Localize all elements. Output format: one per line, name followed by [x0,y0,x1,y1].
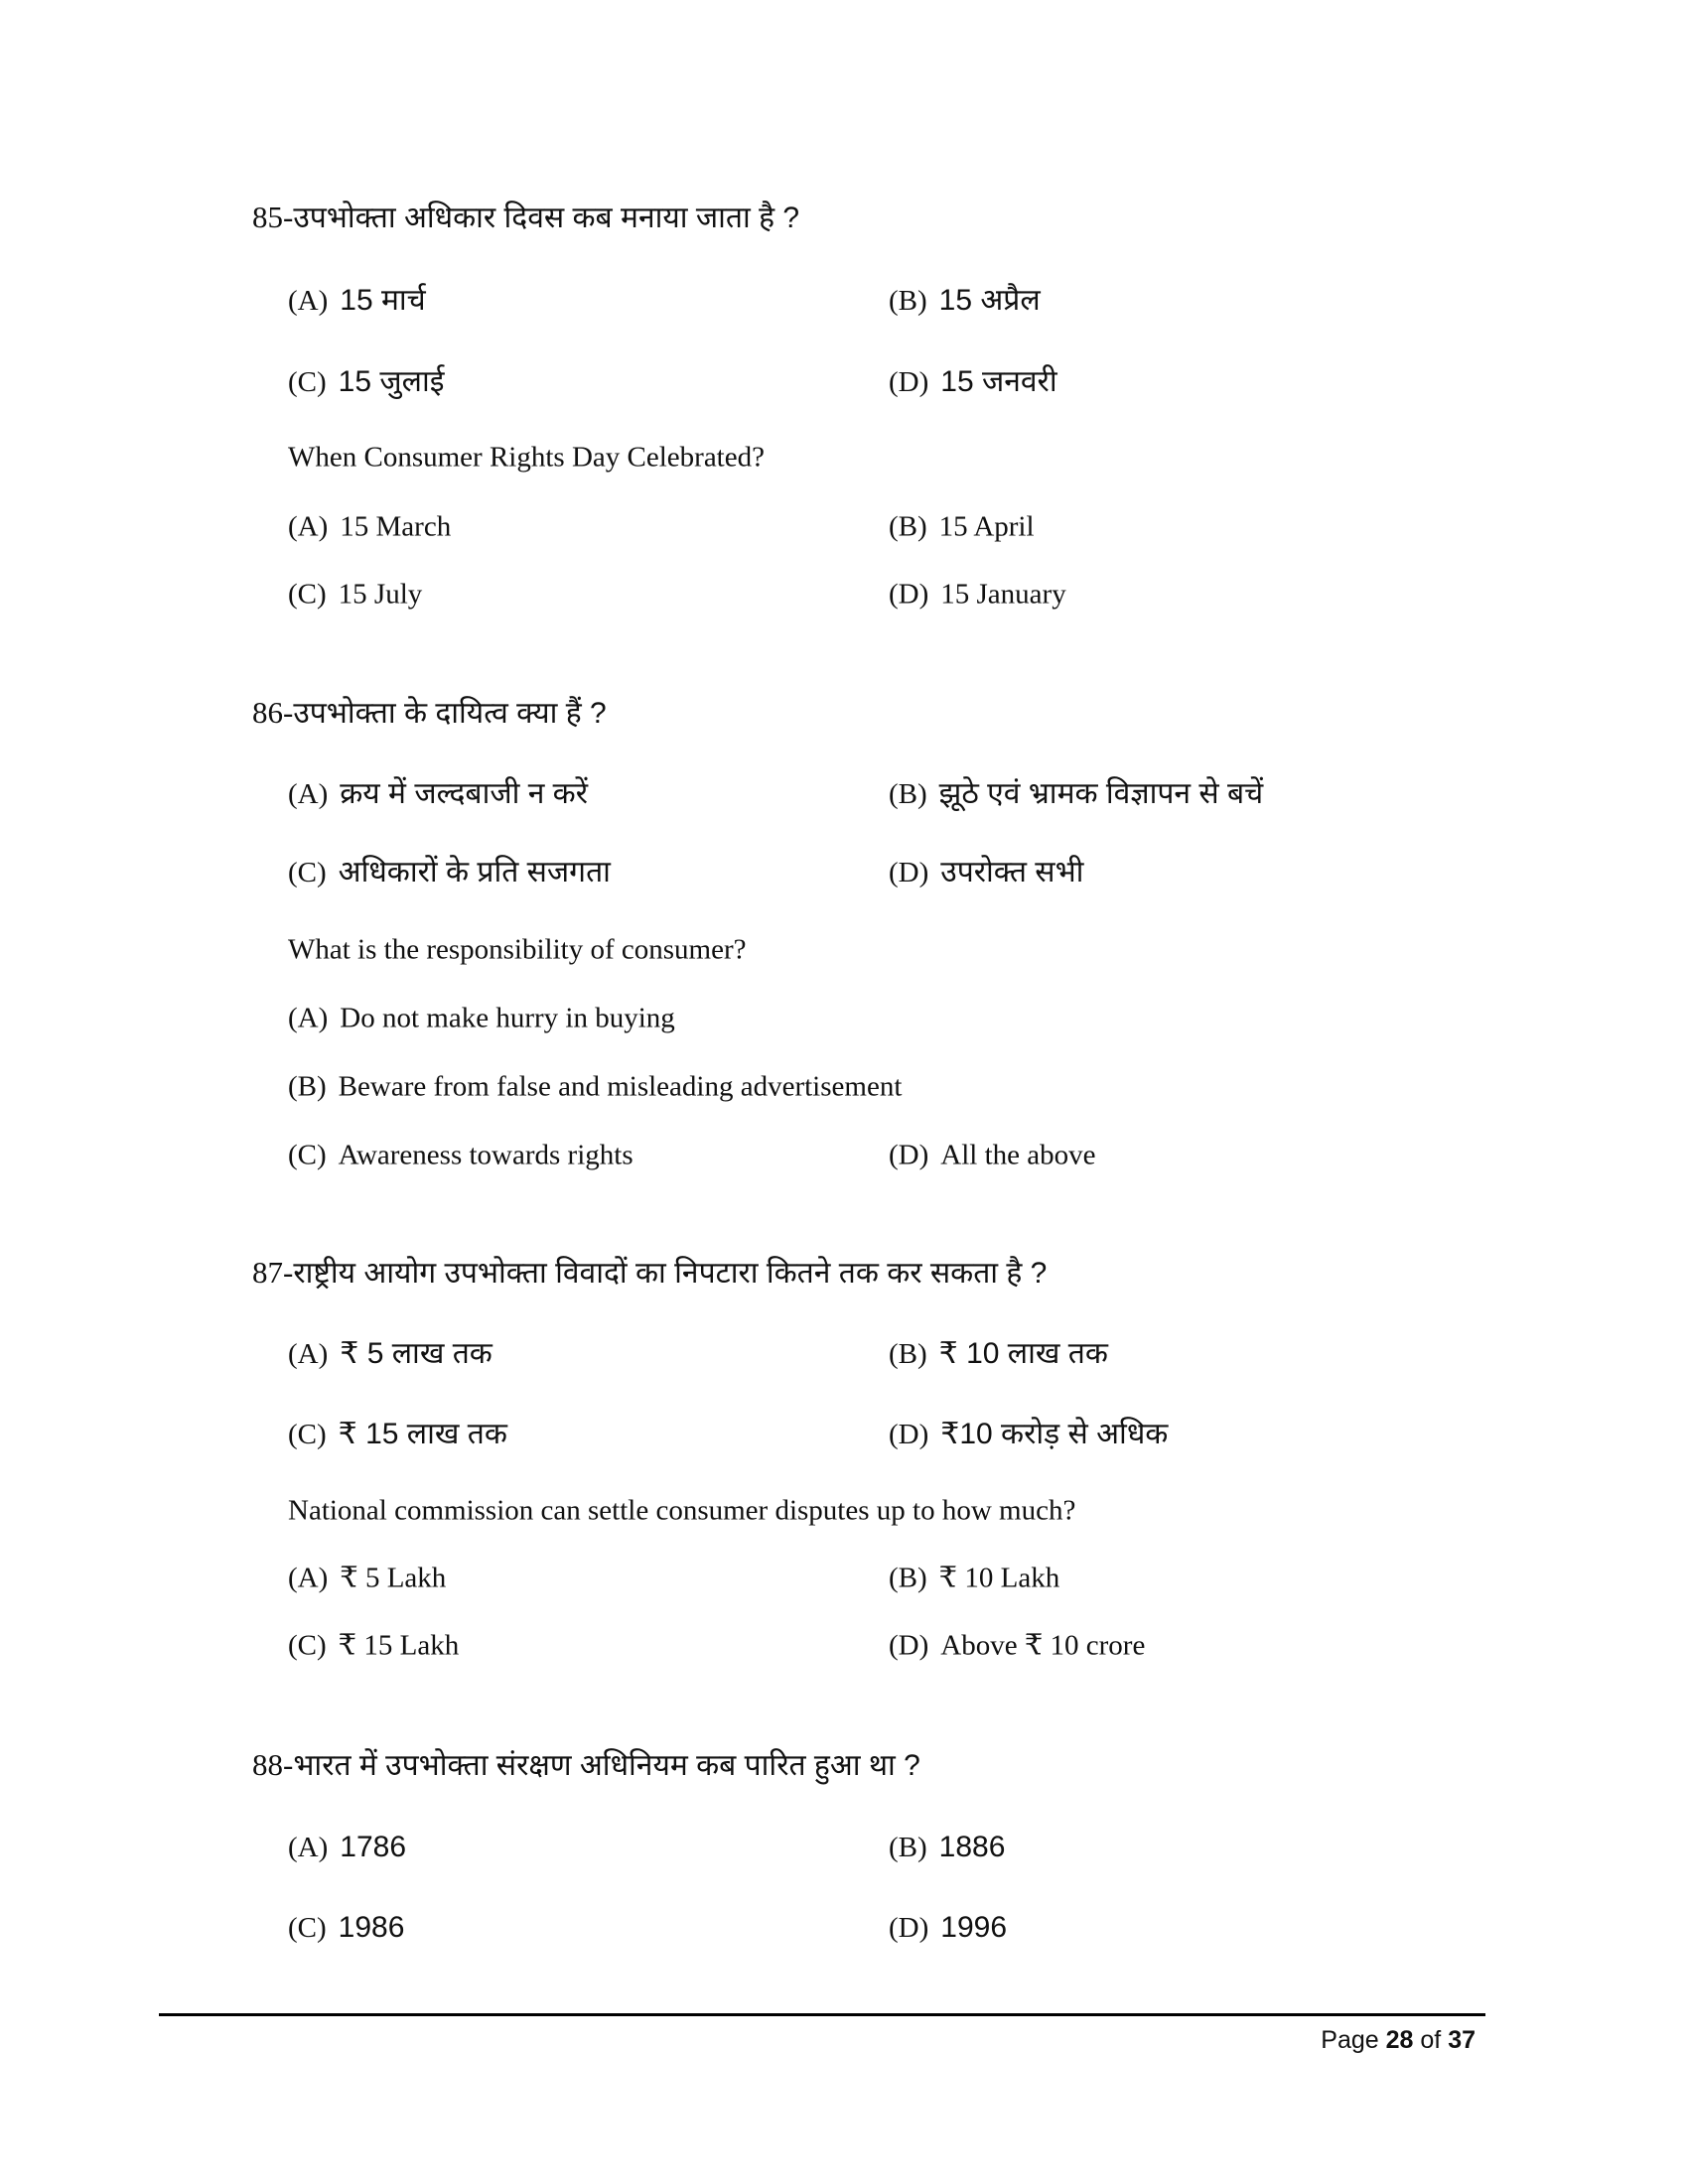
option-label: (D) [889,1912,929,1944]
option-b-hindi [889,779,1263,809]
question-text-hindi: उपभोक्ता अधिकार दिवस कब मनाया जाता है ? [293,202,800,234]
option-label: (D) [889,1629,929,1662]
option-label: (A) [288,1562,329,1594]
question-text-english: National commission can settle consumer disputes up to how much? [288,1494,1076,1527]
option-d-hindi [889,858,1083,887]
option-c-english [288,578,423,611]
question-text-hindi: भारत में उपभोक्ता संरक्षण अधिनियम कब पारित हुआ था ? [293,1749,920,1782]
option-c-hindi [288,1913,404,1943]
option-b-hindi [889,1339,1108,1369]
option-a-hindi [288,779,588,809]
option-label: (A) [288,778,329,810]
option-label: (D) [889,1419,929,1450]
option-label: (D) [889,366,929,398]
option-text: ₹ 10 लाख तक [938,1337,1108,1370]
page-prefix: Page [1321,2026,1379,2054]
option-d-hindi [889,1420,1168,1449]
option-b-english [288,1070,903,1103]
option-text: झूठे एवं भ्रामक विज्ञापन से बचें [938,777,1264,810]
question-number: 87- [252,1255,294,1290]
option-d-english [889,1139,1096,1171]
question-number: 88- [252,1747,294,1782]
option-b-english [889,510,1035,543]
option-text: उपरोक्त सभी [940,856,1084,888]
question-text-english: What is the responsibility of consumer? [288,933,747,966]
option-text: ₹ 15 Lakh [338,1629,460,1662]
option-text: 1786 [340,1831,407,1863]
question-number: 86- [252,695,294,730]
option-label: (C) [288,366,327,398]
option-c-english [288,1139,633,1171]
option-c-hindi [288,367,444,397]
option-label: (A) [288,510,329,543]
option-label: (B) [889,778,927,810]
option-label: (C) [288,1912,327,1944]
option-label: (A) [288,1338,329,1370]
option-text: 15 अप्रैल [938,284,1041,317]
question-text-hindi: राष्ट्रीय आयोग उपभोक्ता विवादों का निपटारा कितने तक कर सकता है ? [293,1257,1048,1290]
option-text: 1986 [338,1911,405,1944]
option-label: (A) [288,1002,329,1034]
option-text: ₹ 5 लाख तक [340,1337,492,1370]
total-pages: 37 [1448,2026,1476,2054]
question-85 [252,202,799,233]
option-c-english [288,1629,460,1662]
option-a-hindi [288,1833,406,1862]
option-d-hindi [889,367,1057,397]
option-text: 1996 [940,1911,1008,1944]
option-text: ₹10 करोड़ से अधिक [940,1418,1169,1450]
question-88 [252,1749,920,1781]
option-label: (D) [889,1139,929,1171]
option-text: 1886 [938,1831,1006,1863]
option-label: (C) [288,578,327,611]
option-label: (C) [288,857,327,888]
option-label: (A) [288,285,329,317]
option-b-hindi [889,1833,1005,1862]
option-text: ₹ 5 Lakh [340,1562,447,1594]
option-b-english [889,1562,1060,1594]
page-of: of [1420,2026,1442,2054]
option-text: 15 March [340,510,452,543]
footer-divider [159,2013,1485,2016]
option-label: (A) [288,1832,329,1863]
option-label: (B) [889,510,927,543]
option-label: (C) [288,1629,327,1662]
option-text: Awareness towards rights [338,1139,633,1171]
question-text-hindi: उपभोक्ता के दायित्व क्या हैं ? [293,697,607,730]
option-text: क्रय में जल्दबाजी न करें [340,777,588,810]
option-label: (B) [889,285,927,317]
question-number: 85- [252,200,294,234]
option-d-hindi [889,1913,1007,1943]
option-label: (B) [889,1562,927,1594]
option-a-hindi [288,1339,492,1369]
question-text-english: When Consumer Rights Day Celebrated? [288,441,765,474]
option-text: Do not make hurry in buying [340,1002,675,1034]
question-87 [252,1257,1047,1289]
option-label: (C) [288,1419,327,1450]
option-c-hindi [288,858,611,887]
option-text: ₹ 10 Lakh [938,1562,1060,1594]
option-c-hindi [288,1420,507,1449]
option-label: (B) [889,1338,927,1370]
option-text: ₹ 15 लाख तक [338,1418,507,1450]
option-label: (B) [889,1832,927,1863]
option-a-english [288,1562,447,1594]
option-d-english [889,1629,1146,1662]
option-text: 15 जनवरी [940,365,1057,398]
page-number [1321,2026,1476,2055]
option-a-english [288,1002,675,1034]
option-a-hindi [288,286,426,316]
option-label: (C) [288,1139,327,1171]
option-label: (D) [889,857,929,888]
option-label: (D) [889,578,929,611]
option-text: 15 जुलाई [338,365,445,398]
option-text: अधिकारों के प्रति सजगता [338,856,611,888]
current-page: 28 [1385,2026,1414,2054]
option-d-english [889,578,1066,611]
question-86 [252,697,607,729]
option-a-english [288,510,452,543]
option-text: 15 April [938,510,1035,543]
option-text: 15 मार्च [340,284,426,317]
option-label: (B) [288,1070,327,1103]
option-text: All the above [940,1139,1096,1171]
option-b-hindi [889,286,1041,316]
option-text: Beware from false and misleading advertisement [338,1070,903,1103]
option-text: 15 July [338,578,423,611]
option-text: Above ₹ 10 crore [940,1629,1146,1662]
option-text: 15 January [940,578,1066,611]
